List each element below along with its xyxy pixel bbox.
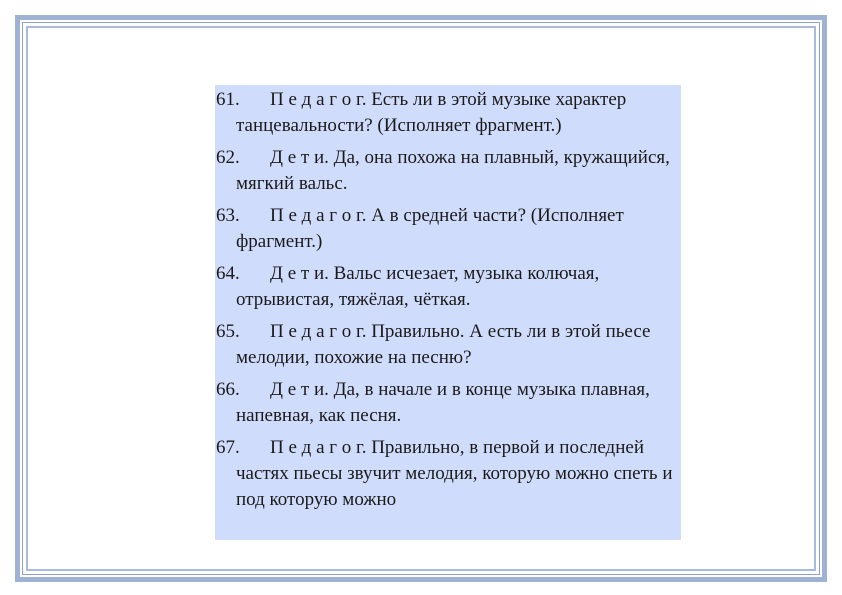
paragraph-number: 67. bbox=[216, 437, 240, 458]
paragraph-64 bbox=[215, 261, 681, 313]
paragraph-62 bbox=[215, 145, 681, 197]
paragraph-text: Правильно. А есть ли в этой пьесе мелодии, похожие на песню? bbox=[236, 321, 651, 368]
paragraph-number: 64. bbox=[216, 263, 240, 284]
paragraph-number: 63. bbox=[216, 205, 240, 226]
paragraph-number: 66. bbox=[216, 379, 240, 400]
paragraph-61 bbox=[215, 87, 681, 139]
speaker-label: П е д а г о г. bbox=[270, 205, 367, 226]
paragraph-63 bbox=[215, 203, 681, 255]
paragraph-number: 61. bbox=[216, 89, 240, 110]
paragraph-text: Правильно, в первой и последней частях пьесы звучит мелодия, которую можно спеть и под которую можно bbox=[236, 437, 673, 510]
paragraph-67 bbox=[215, 435, 681, 513]
speaker-label: П е д а г о г. bbox=[270, 321, 367, 342]
speaker-label: Д е т и. bbox=[270, 263, 329, 284]
paragraph-text: А в средней части? (Исполняет фрагмент.) bbox=[236, 205, 624, 252]
paragraph-number: 62. bbox=[216, 147, 240, 168]
paragraph-number: 65. bbox=[216, 321, 240, 342]
text-box bbox=[215, 85, 681, 540]
paragraph-text: Есть ли в этой музыке характер танцевальности? (Исполняет фрагмент.) bbox=[236, 89, 627, 136]
speaker-label: Д е т и. bbox=[270, 147, 329, 168]
paragraph-66 bbox=[215, 377, 681, 429]
paragraph-65 bbox=[215, 319, 681, 371]
paragraph-text: Да, в начале и в конце музыка плавная, напевная, как песня. bbox=[236, 379, 650, 426]
speaker-label: Д е т и. bbox=[270, 379, 329, 400]
paragraph-text: Вальс исчезает, музыка колючая, отрывистая, тяжёлая, чёткая. bbox=[236, 263, 600, 310]
paragraph-text: Да, она похожа на плавный, кружащийся, мягкий вальс. bbox=[236, 147, 670, 194]
speaker-label: П е д а г о г. bbox=[270, 89, 367, 110]
speaker-label: П е д а г о г. bbox=[270, 437, 367, 458]
